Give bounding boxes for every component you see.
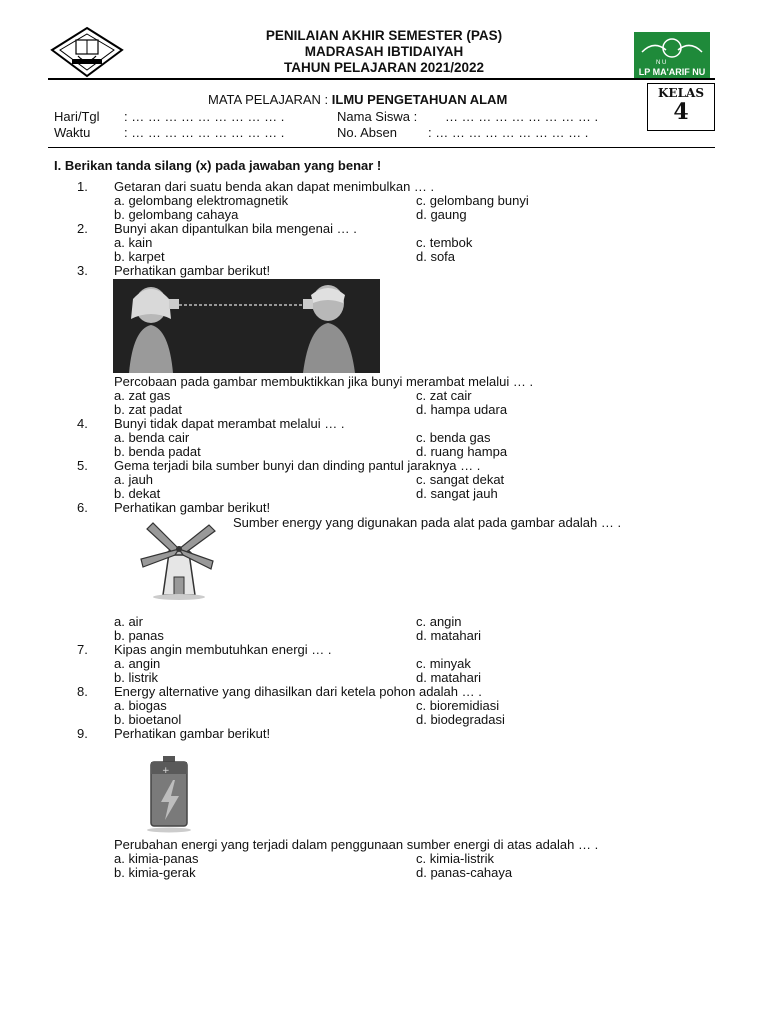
absen-label: No. Absen xyxy=(337,125,397,140)
question-text: Perhatikan gambar berikut! xyxy=(114,263,271,278)
battery-image xyxy=(143,754,195,834)
kelas-box xyxy=(647,83,715,131)
tin-can-telephone-image xyxy=(113,279,380,373)
absen-value: : … … … … … … … … … . xyxy=(428,125,589,140)
subject-prefix: MATA PELAJARAN : xyxy=(208,92,332,107)
svg-text:+: + xyxy=(162,766,170,776)
question-number: 1. xyxy=(77,179,88,194)
option-c: c. tembok xyxy=(416,235,473,250)
waktu-value: : … … … … … … … … … . xyxy=(124,125,285,140)
waktu-label: Waktu xyxy=(54,125,91,140)
option-c: c. sangat dekat xyxy=(416,472,505,487)
option-a: a. kain xyxy=(114,235,153,250)
kelas-label: KELAS xyxy=(658,86,704,100)
question-text-2: Percobaan pada gambar membuktikkan jika bunyi merambat melalui … . xyxy=(114,374,534,389)
instruction: I. Berikan tanda silang (x) pada jawaban yang benar ! xyxy=(54,158,382,173)
option-b: b. bioetanol xyxy=(114,712,182,727)
question-text: Bunyi tidak dapat merambat melalui … . xyxy=(114,416,345,431)
nama-value: … … … … … … … … … . xyxy=(445,109,599,124)
question-text: Energy alternative yang dihasilkan dari ketela pohon adalah … . xyxy=(114,684,482,699)
subject-name: ILMU PENGETAHUAN ALAM xyxy=(331,92,508,107)
question-number: 2. xyxy=(77,221,88,236)
hari-value: : … … … … … … … … … . xyxy=(124,109,285,124)
option-a: a. zat gas xyxy=(114,388,171,403)
option-a: a. gelombang elektromagnetik xyxy=(114,193,289,208)
option-a: a. biogas xyxy=(114,698,167,713)
header-line-2: MADRASAH IBTIDAIYAH xyxy=(304,44,464,59)
option-c: c. zat cair xyxy=(416,388,472,403)
option-d: d. gaung xyxy=(416,207,467,222)
option-c: c. benda gas xyxy=(416,430,491,445)
option-a: a. angin xyxy=(114,656,161,671)
header-line-1: PENILAIAN AKHIR SEMESTER (PAS) xyxy=(265,28,503,43)
question-number: 6. xyxy=(77,500,88,515)
option-c: c. gelombang bunyi xyxy=(416,193,529,208)
option-b: b. karpet xyxy=(114,249,165,264)
nama-label: Nama Siswa : xyxy=(337,109,418,124)
question-text-2: Perubahan energi yang terjadi dalam penggunaan sumber energi di atas adalah … . xyxy=(114,837,599,852)
header-divider xyxy=(48,78,715,80)
option-d: d. sangat jauh xyxy=(416,486,498,501)
option-b: b. listrik xyxy=(114,670,159,685)
option-b: b. zat padat xyxy=(114,402,182,417)
option-d: d. ruang hampa xyxy=(416,444,508,459)
option-b: b. kimia-gerak xyxy=(114,865,196,880)
question-text: Bunyi akan dipantulkan bila mengenai … . xyxy=(114,221,357,236)
option-b: b. benda padat xyxy=(114,444,201,459)
hari-label: Hari/Tgl xyxy=(54,109,100,124)
option-b: b. gelombang cahaya xyxy=(114,207,239,222)
kelas-value: 4 xyxy=(673,99,689,125)
question-text-2: Sumber energy yang digunakan pada alat pada gambar adalah … . xyxy=(233,515,622,530)
question-number: 3. xyxy=(77,263,88,278)
option-c: c. minyak xyxy=(416,656,471,671)
option-a: a. kimia-panas xyxy=(114,851,199,866)
question-text: Getaran dari suatu benda akan dapat menimbulkan … . xyxy=(114,179,435,194)
header-line-3: TAHUN PELAJARAN 2021/2022 xyxy=(283,60,485,75)
option-b: b. panas xyxy=(114,628,164,643)
option-b: b. dekat xyxy=(114,486,161,501)
question-text: Perhatikan gambar berikut! xyxy=(114,500,271,515)
question-number: 7. xyxy=(77,642,88,657)
question-number: 5. xyxy=(77,458,88,473)
maarif-logo-label: LP MA'ARIF NU xyxy=(634,67,710,78)
option-c: c. kimia-listrik xyxy=(416,851,494,866)
question-text: Perhatikan gambar berikut! xyxy=(114,726,271,741)
svg-text:N U: N U xyxy=(656,60,667,66)
fields-divider xyxy=(48,147,715,148)
question-number: 8. xyxy=(77,684,88,699)
option-d: d. matahari xyxy=(416,670,482,685)
option-a: a. air xyxy=(114,614,143,629)
option-a: a. benda cair xyxy=(114,430,190,445)
question-text: Gema terjadi bila sumber bunyi dan dinding pantul jaraknya … . xyxy=(114,458,481,473)
option-d: d. matahari xyxy=(416,628,482,643)
option-d: d. hampa udara xyxy=(416,402,508,417)
option-d: d. biodegradasi xyxy=(416,712,505,727)
question-text: Kipas angin membutuhkan energi … . xyxy=(114,642,332,657)
question-number: 9. xyxy=(77,726,88,741)
windmill-image xyxy=(133,515,223,601)
subject-line xyxy=(208,92,507,107)
option-a: a. jauh xyxy=(114,472,154,487)
option-c: c. bioremidiasi xyxy=(416,698,500,713)
option-c: c. angin xyxy=(416,614,462,629)
option-d: d. sofa xyxy=(416,249,456,264)
option-d: d. panas-cahaya xyxy=(416,865,513,880)
question-number: 4. xyxy=(77,416,88,431)
